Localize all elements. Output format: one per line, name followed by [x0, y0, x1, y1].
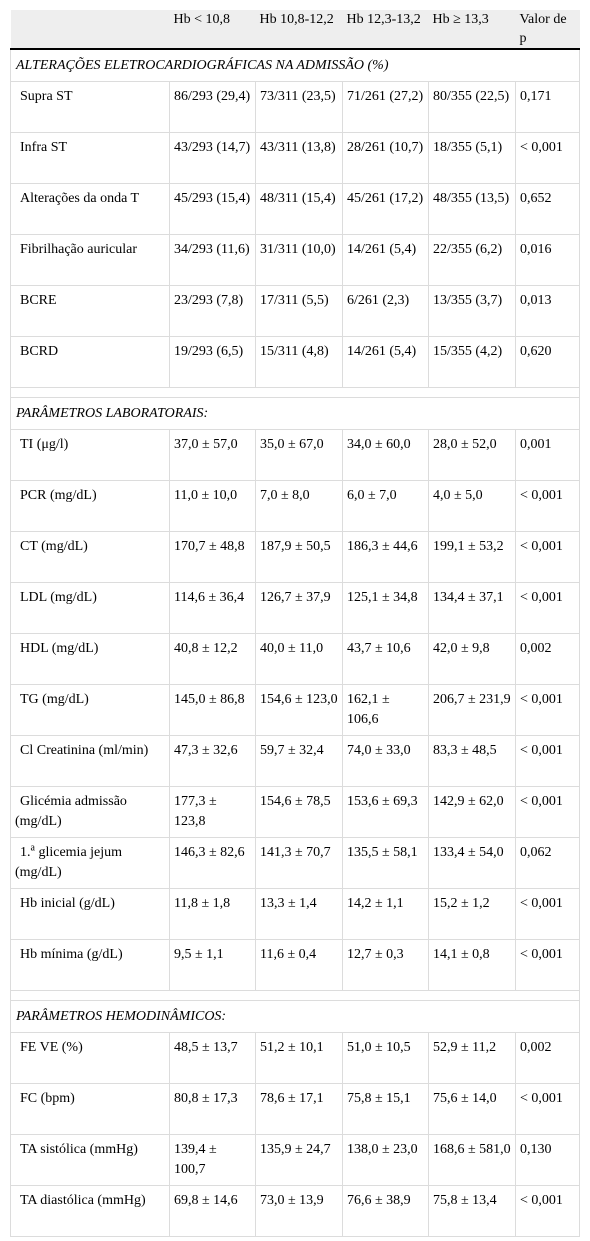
- value-cell: 134,4 ± 37,1: [429, 582, 516, 633]
- value-cell: 47,3 ± 32,6: [170, 735, 256, 786]
- value-cell: 78,6 ± 17,1: [256, 1083, 343, 1134]
- value-cell: 186,3 ± 44,6: [343, 531, 429, 582]
- row-label-superscript: a: [30, 841, 35, 853]
- row-label-text: LDL (mg/dL): [20, 589, 97, 605]
- p-value-cell: < 0,001: [516, 132, 580, 183]
- value-cell: 28/261 (10,7): [343, 132, 429, 183]
- p-value-cell: 0,171: [516, 81, 580, 132]
- section-spacer: [11, 387, 580, 397]
- row-label: [11, 183, 170, 234]
- row-label: [11, 888, 170, 939]
- row-label: [11, 336, 170, 387]
- row-label-text: PCR (mg/dL): [20, 487, 97, 503]
- value-cell: 71/261 (27,2): [343, 81, 429, 132]
- value-cell: 80,8 ± 17,3: [170, 1083, 256, 1134]
- row-label: [11, 786, 170, 837]
- row-label: [11, 480, 170, 531]
- header-cell-p-value: Valor de p: [516, 10, 580, 49]
- value-cell: 43/293 (14,7): [170, 132, 256, 183]
- data-table-container: [10, 10, 579, 1237]
- value-cell: 17/311 (5,5): [256, 285, 343, 336]
- value-cell: 18/355 (5,1): [429, 132, 516, 183]
- value-cell: 13/355 (3,7): [429, 285, 516, 336]
- value-cell: 48/355 (13,5): [429, 183, 516, 234]
- value-cell: 15,2 ± 1,2: [429, 888, 516, 939]
- value-cell: 35,0 ± 67,0: [256, 429, 343, 480]
- p-value-cell: < 0,001: [516, 1083, 580, 1134]
- row-label-text: Fibrilhação auricular: [20, 241, 138, 257]
- row-label-text: FE VE (%): [20, 1039, 83, 1055]
- table-row: [11, 183, 580, 234]
- row-label: [11, 531, 170, 582]
- row-label: [11, 234, 170, 285]
- table-header: [11, 10, 580, 49]
- row-label: [11, 837, 170, 888]
- p-value-cell: 0,130: [516, 1134, 580, 1185]
- value-cell: 125,1 ± 34,8: [343, 582, 429, 633]
- value-cell: 154,6 ± 123,0: [256, 684, 343, 735]
- value-cell: 146,3 ± 82,6: [170, 837, 256, 888]
- value-cell: 34/293 (11,6): [170, 234, 256, 285]
- row-label: [11, 735, 170, 786]
- section-header-row: [11, 397, 580, 429]
- section-header-row: [11, 1000, 580, 1032]
- p-value-cell: 0,001: [516, 429, 580, 480]
- table-row: [11, 1083, 580, 1134]
- table-row: [11, 939, 580, 990]
- value-cell: 19/293 (6,5): [170, 336, 256, 387]
- value-cell: 76,6 ± 38,9: [343, 1185, 429, 1236]
- row-label: [11, 633, 170, 684]
- row-label: [11, 582, 170, 633]
- value-cell: 14,2 ± 1,1: [343, 888, 429, 939]
- value-cell: 42,0 ± 9,8: [429, 633, 516, 684]
- p-value-cell: < 0,001: [516, 786, 580, 837]
- value-cell: 133,4 ± 54,0: [429, 837, 516, 888]
- value-cell: 139,4 ± 100,7: [170, 1134, 256, 1185]
- row-label-text: BCRD: [20, 343, 59, 359]
- value-cell: 168,6 ± 581,0: [429, 1134, 516, 1185]
- p-value-cell: < 0,001: [516, 939, 580, 990]
- value-cell: 43/311 (13,8): [256, 132, 343, 183]
- value-cell: 6/261 (2,3): [343, 285, 429, 336]
- value-cell: 73,0 ± 13,9: [256, 1185, 343, 1236]
- value-cell: 6,0 ± 7,0: [343, 480, 429, 531]
- header-cell-label: [11, 10, 170, 49]
- p-value-cell: 0,016: [516, 234, 580, 285]
- section-spacer: [11, 990, 580, 1000]
- value-cell: 206,7 ± 231,9: [429, 684, 516, 735]
- value-cell: 187,9 ± 50,5: [256, 531, 343, 582]
- value-cell: 40,0 ± 11,0: [256, 633, 343, 684]
- table-row: [11, 1185, 580, 1236]
- row-label-text: TI (μg/l): [20, 436, 69, 452]
- data-table: [10, 10, 580, 1237]
- table-row: [11, 837, 580, 888]
- p-value-cell: < 0,001: [516, 582, 580, 633]
- table-row: [11, 684, 580, 735]
- row-label-text: CT (mg/dL): [20, 538, 88, 554]
- value-cell: 51,0 ± 10,5: [343, 1032, 429, 1083]
- table-row: [11, 285, 580, 336]
- header-cell-hb-lt-10-8: Hb < 10,8: [170, 10, 256, 49]
- table-row: [11, 735, 580, 786]
- value-cell: 154,6 ± 78,5: [256, 786, 343, 837]
- p-value-cell: < 0,001: [516, 531, 580, 582]
- table-row: [11, 786, 580, 837]
- value-cell: 135,9 ± 24,7: [256, 1134, 343, 1185]
- section-title: PARÂMETROS HEMODINÂMICOS:: [11, 1000, 580, 1032]
- value-cell: 11,6 ± 0,4: [256, 939, 343, 990]
- row-label-text: FC (bpm): [20, 1090, 75, 1106]
- value-cell: 34,0 ± 60,0: [343, 429, 429, 480]
- value-cell: 4,0 ± 5,0: [429, 480, 516, 531]
- value-cell: 86/293 (29,4): [170, 81, 256, 132]
- value-cell: 177,3 ± 123,8: [170, 786, 256, 837]
- value-cell: 15/355 (4,2): [429, 336, 516, 387]
- row-label: [11, 1185, 170, 1236]
- p-value-cell: < 0,001: [516, 888, 580, 939]
- value-cell: 141,3 ± 70,7: [256, 837, 343, 888]
- value-cell: 153,6 ± 69,3: [343, 786, 429, 837]
- value-cell: 12,7 ± 0,3: [343, 939, 429, 990]
- value-cell: 9,5 ± 1,1: [170, 939, 256, 990]
- p-value-cell: 0,620: [516, 336, 580, 387]
- value-cell: 75,6 ± 14,0: [429, 1083, 516, 1134]
- value-cell: 162,1 ± 106,6: [343, 684, 429, 735]
- value-cell: 135,5 ± 58,1: [343, 837, 429, 888]
- table-row: [11, 1032, 580, 1083]
- row-label: [11, 132, 170, 183]
- value-cell: 11,0 ± 10,0: [170, 480, 256, 531]
- value-cell: 23/293 (7,8): [170, 285, 256, 336]
- table-row: [11, 429, 580, 480]
- value-cell: 74,0 ± 33,0: [343, 735, 429, 786]
- p-value-cell: < 0,001: [516, 1185, 580, 1236]
- value-cell: 43,7 ± 10,6: [343, 633, 429, 684]
- header-cell-hb-ge-13-3: Hb ≥ 13,3: [429, 10, 516, 49]
- row-label-text: BCRE: [20, 292, 57, 308]
- value-cell: 170,7 ± 48,8: [170, 531, 256, 582]
- value-cell: 52,9 ± 11,2: [429, 1032, 516, 1083]
- header-cell-hb-10-8-12-2: Hb 10,8-12,2: [256, 10, 343, 49]
- value-cell: 83,3 ± 48,5: [429, 735, 516, 786]
- value-cell: 80/355 (22,5): [429, 81, 516, 132]
- p-value-cell: < 0,001: [516, 735, 580, 786]
- table-row: [11, 234, 580, 285]
- table-row: [11, 336, 580, 387]
- table-row: [11, 1134, 580, 1185]
- row-label-text: Supra ST: [20, 88, 73, 104]
- value-cell: 45/261 (17,2): [343, 183, 429, 234]
- value-cell: 73/311 (23,5): [256, 81, 343, 132]
- row-label: [11, 939, 170, 990]
- table-row: [11, 81, 580, 132]
- row-label-text: Hb mínima (g/dL): [20, 946, 123, 962]
- value-cell: 114,6 ± 36,4: [170, 582, 256, 633]
- row-label-text: Infra ST: [20, 139, 68, 155]
- table-row: [11, 582, 580, 633]
- row-label: [11, 684, 170, 735]
- p-value-cell: < 0,001: [516, 684, 580, 735]
- value-cell: 15/311 (4,8): [256, 336, 343, 387]
- value-cell: 14,1 ± 0,8: [429, 939, 516, 990]
- p-value-cell: 0,652: [516, 183, 580, 234]
- value-cell: 14/261 (5,4): [343, 336, 429, 387]
- table-row: [11, 132, 580, 183]
- value-cell: 75,8 ± 15,1: [343, 1083, 429, 1134]
- row-label-text: Cl Creatinina (ml/min): [20, 742, 149, 758]
- p-value-cell: < 0,001: [516, 480, 580, 531]
- value-cell: 142,9 ± 62,0: [429, 786, 516, 837]
- row-label: [11, 1032, 170, 1083]
- row-label-text: Alterações da onda T: [20, 190, 140, 206]
- row-label-text: TA diastólica (mmHg): [20, 1192, 146, 1208]
- row-label: [11, 1134, 170, 1185]
- value-cell: 126,7 ± 37,9: [256, 582, 343, 633]
- row-label-text: Glicémia admissão (mg/dL): [15, 793, 127, 829]
- value-cell: 48,5 ± 13,7: [170, 1032, 256, 1083]
- value-cell: 40,8 ± 12,2: [170, 633, 256, 684]
- value-cell: 22/355 (6,2): [429, 234, 516, 285]
- row-label-text: TA sistólica (mmHg): [20, 1141, 138, 1157]
- header-row: [11, 10, 580, 49]
- table-row: [11, 888, 580, 939]
- header-cell-hb-12-3-13-2: Hb 12,3-13,2: [343, 10, 429, 49]
- value-cell: 69,8 ± 14,6: [170, 1185, 256, 1236]
- value-cell: 59,7 ± 32,4: [256, 735, 343, 786]
- value-cell: 51,2 ± 10,1: [256, 1032, 343, 1083]
- value-cell: 37,0 ± 57,0: [170, 429, 256, 480]
- value-cell: 7,0 ± 8,0: [256, 480, 343, 531]
- table-row: [11, 633, 580, 684]
- value-cell: 11,8 ± 1,8: [170, 888, 256, 939]
- row-label-text: HDL (mg/dL): [20, 640, 99, 656]
- value-cell: 138,0 ± 23,0: [343, 1134, 429, 1185]
- section-spacer-cell: [11, 387, 580, 397]
- p-value-cell: 0,002: [516, 1032, 580, 1083]
- row-label: [11, 1083, 170, 1134]
- value-cell: 199,1 ± 53,2: [429, 531, 516, 582]
- value-cell: 14/261 (5,4): [343, 234, 429, 285]
- row-label: [11, 81, 170, 132]
- p-value-cell: 0,002: [516, 633, 580, 684]
- value-cell: 75,8 ± 13,4: [429, 1185, 516, 1236]
- table-row: [11, 480, 580, 531]
- p-value-cell: 0,062: [516, 837, 580, 888]
- row-label-text: glicemia jejum (mg/dL): [15, 844, 123, 880]
- table-row: [11, 531, 580, 582]
- p-value-cell: 0,013: [516, 285, 580, 336]
- section-header-row: [11, 49, 580, 81]
- row-label-prefix: 1.: [20, 844, 31, 860]
- value-cell: 145,0 ± 86,8: [170, 684, 256, 735]
- section-title: ALTERAÇÕES ELETROCARDIOGRÁFICAS NA ADMISSÃO (%): [11, 49, 580, 81]
- row-label: [11, 429, 170, 480]
- value-cell: 28,0 ± 52,0: [429, 429, 516, 480]
- table-body: [11, 49, 580, 1236]
- row-label-text: Hb inicial (g/dL): [20, 895, 115, 911]
- section-title: PARÂMETROS LABORATORAIS:: [11, 397, 580, 429]
- row-label: [11, 285, 170, 336]
- value-cell: 45/293 (15,4): [170, 183, 256, 234]
- row-label-text: TG (mg/dL): [20, 691, 89, 707]
- value-cell: 48/311 (15,4): [256, 183, 343, 234]
- value-cell: 13,3 ± 1,4: [256, 888, 343, 939]
- section-spacer-cell: [11, 990, 580, 1000]
- value-cell: 31/311 (10,0): [256, 234, 343, 285]
